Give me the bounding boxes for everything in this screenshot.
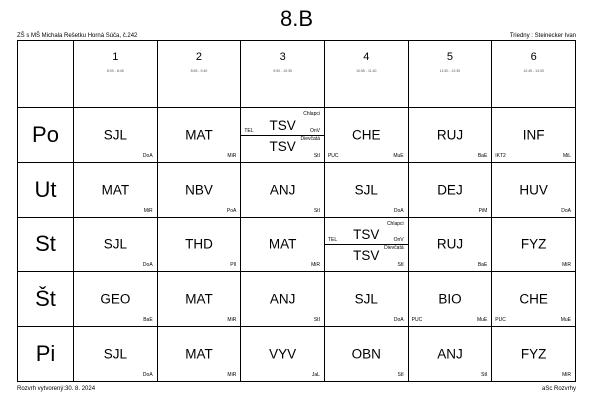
software-credit: aSc Rozvrhy xyxy=(541,386,576,392)
teacher: MuE xyxy=(560,317,571,324)
teacher: StI xyxy=(313,152,320,159)
lesson-cell xyxy=(157,162,241,217)
teacher: JaL xyxy=(311,372,320,378)
teacher: PoA xyxy=(226,207,237,214)
day-label: Pi xyxy=(18,327,74,382)
room: IKT2 xyxy=(495,152,506,159)
period-number: 1 xyxy=(112,51,119,63)
lesson-cell xyxy=(74,217,158,272)
lesson-cell xyxy=(241,107,325,162)
subject: DEJ xyxy=(437,182,463,198)
lesson-cell xyxy=(492,107,576,162)
teacher: BaE xyxy=(477,262,488,269)
lesson-cell xyxy=(492,217,576,272)
teacher: DoA xyxy=(142,152,153,159)
lesson-cell xyxy=(492,272,576,327)
subject: HUV xyxy=(519,182,548,198)
period-time: 9:50 - 10:35 xyxy=(273,69,292,73)
room: TEL xyxy=(327,237,338,244)
subject: INF xyxy=(522,127,545,143)
lesson-cell xyxy=(157,327,241,382)
teacher: MuE xyxy=(393,152,404,159)
day-row xyxy=(18,162,576,217)
subject: TSV xyxy=(269,117,296,133)
teacher: OnV xyxy=(393,237,404,244)
lesson-cell xyxy=(324,217,408,272)
subject: TSV xyxy=(353,248,380,264)
period-time: 10:55 - 11:40 xyxy=(356,69,377,73)
subject: FYZ xyxy=(520,236,547,252)
group-label: Chlapci xyxy=(386,220,404,227)
lesson-cell xyxy=(241,217,325,272)
day-label: Po xyxy=(18,107,74,162)
period-header-row xyxy=(18,41,576,108)
day-label: Ut xyxy=(18,162,74,217)
subject: NBV xyxy=(185,182,213,198)
lesson-cell xyxy=(408,272,492,327)
period-number: 5 xyxy=(446,51,454,63)
room: PUC xyxy=(327,152,339,159)
day-row xyxy=(18,217,576,272)
subject: MAT xyxy=(185,127,213,143)
lesson-cell xyxy=(157,272,241,327)
subject: OBN xyxy=(351,346,381,362)
subject: MAT xyxy=(185,346,213,362)
teacher: BaE xyxy=(477,152,488,159)
lesson-cell xyxy=(324,162,408,217)
lesson-cell xyxy=(241,327,325,382)
subject: RUJ xyxy=(436,127,464,143)
lesson-cell xyxy=(157,107,241,162)
subject: MAT xyxy=(185,291,213,307)
lesson-cell xyxy=(74,327,158,382)
teacher: StI xyxy=(313,207,320,214)
subject: SJL xyxy=(103,346,127,362)
lesson-cell xyxy=(408,107,492,162)
lesson-cell xyxy=(324,107,408,162)
period-header-1 xyxy=(74,41,158,108)
period-time: 11:50 - 12:35 xyxy=(439,69,461,73)
teacher: StI xyxy=(313,317,320,324)
period-time: 8:00 - 8:45 xyxy=(106,69,124,73)
teacher: DoA xyxy=(393,317,404,324)
room: TEL xyxy=(244,127,254,134)
room: PUC xyxy=(495,317,506,324)
period-header-6 xyxy=(492,41,576,108)
teacher: OnV xyxy=(309,127,320,134)
subject: BIO xyxy=(438,291,462,307)
corner-cell xyxy=(18,41,74,108)
subject: SJL xyxy=(354,182,378,198)
subject: RUJ xyxy=(436,236,464,252)
teacher: DoA xyxy=(393,207,404,214)
subject: SJL xyxy=(103,127,127,143)
subject: THD xyxy=(185,236,213,252)
teacher: MiR xyxy=(227,152,237,159)
teacher: BaE xyxy=(143,317,153,324)
teacher: MiR xyxy=(311,262,320,269)
subject: TSV xyxy=(269,138,296,154)
period-time: 8:55 - 9:40 xyxy=(190,69,208,73)
room: PUC xyxy=(411,317,423,324)
teacher: PII xyxy=(230,262,237,269)
group-top xyxy=(325,218,408,246)
day-row xyxy=(18,107,576,162)
lesson-cell xyxy=(324,272,408,327)
lesson-cell xyxy=(492,162,576,217)
lesson-cell xyxy=(408,217,492,272)
lesson-cell xyxy=(157,217,241,272)
teacher: MiL xyxy=(562,152,571,159)
created-date: Rozvrh vytvorený:30. 8. 2024 xyxy=(17,386,96,392)
teacher: MiR xyxy=(143,207,153,214)
lesson-cell xyxy=(408,162,492,217)
teacher: MiR xyxy=(562,262,571,269)
lesson-cell xyxy=(74,272,158,327)
teacher: DoA xyxy=(142,262,153,269)
period-number: 6 xyxy=(530,51,537,63)
group-top xyxy=(241,108,324,136)
period-header-5 xyxy=(408,41,492,108)
teacher: MiR xyxy=(227,372,237,378)
period-number: 3 xyxy=(279,51,286,63)
subject: SJL xyxy=(103,236,127,252)
subject: TSV xyxy=(353,227,380,243)
subject: VYV xyxy=(269,346,297,362)
subject: SJL xyxy=(354,291,378,307)
teacher: MiR xyxy=(227,317,237,324)
period-header-2 xyxy=(157,41,241,108)
group-bottom xyxy=(325,244,408,271)
day-row xyxy=(18,327,576,382)
lesson-cell xyxy=(241,162,325,217)
day-label: St xyxy=(18,217,74,272)
period-header-3 xyxy=(241,41,325,108)
class-teacher: Triedny : Steinecker Ivan xyxy=(509,33,576,39)
subject: FYZ xyxy=(520,346,547,362)
period-number: 2 xyxy=(195,51,203,63)
teacher: MuE xyxy=(477,317,488,324)
subject: CHE xyxy=(519,291,548,307)
subject: CHE xyxy=(352,127,381,143)
lesson-cell xyxy=(492,327,576,382)
period-time: 12:45 - 13:30 xyxy=(523,69,544,73)
day-row xyxy=(18,272,576,327)
teacher: StI xyxy=(397,262,404,269)
group-label: Dievčatá xyxy=(300,135,320,142)
class-title: 8.B xyxy=(279,6,314,31)
group-bottom xyxy=(241,135,324,162)
subject: MAT xyxy=(268,236,297,252)
subject: GEO xyxy=(100,291,131,307)
subject: MAT xyxy=(101,182,130,198)
day-label: Št xyxy=(18,272,74,327)
lesson-cell xyxy=(74,162,158,217)
school-name: ZŠ s MŠ Michala Rešetku Horná Súča, č.242 xyxy=(17,33,138,39)
teacher: StI xyxy=(397,372,404,378)
lesson-cell xyxy=(74,107,158,162)
teacher: PiM xyxy=(478,207,488,214)
teacher: StI xyxy=(481,372,488,378)
period-header-4 xyxy=(324,41,408,108)
teacher: DoA xyxy=(142,372,153,378)
subject: ANJ xyxy=(437,346,463,362)
group-label: Chlapci xyxy=(303,110,320,117)
subject: ANJ xyxy=(269,182,296,198)
teacher: MiR xyxy=(562,372,571,378)
timetable xyxy=(17,40,576,382)
lesson-cell xyxy=(324,327,408,382)
lesson-cell xyxy=(408,327,492,382)
lesson-cell xyxy=(241,272,325,327)
period-number: 4 xyxy=(363,51,370,63)
teacher: DoA xyxy=(561,207,571,214)
group-label: Dievčatá xyxy=(384,245,404,252)
subject: ANJ xyxy=(269,291,296,307)
